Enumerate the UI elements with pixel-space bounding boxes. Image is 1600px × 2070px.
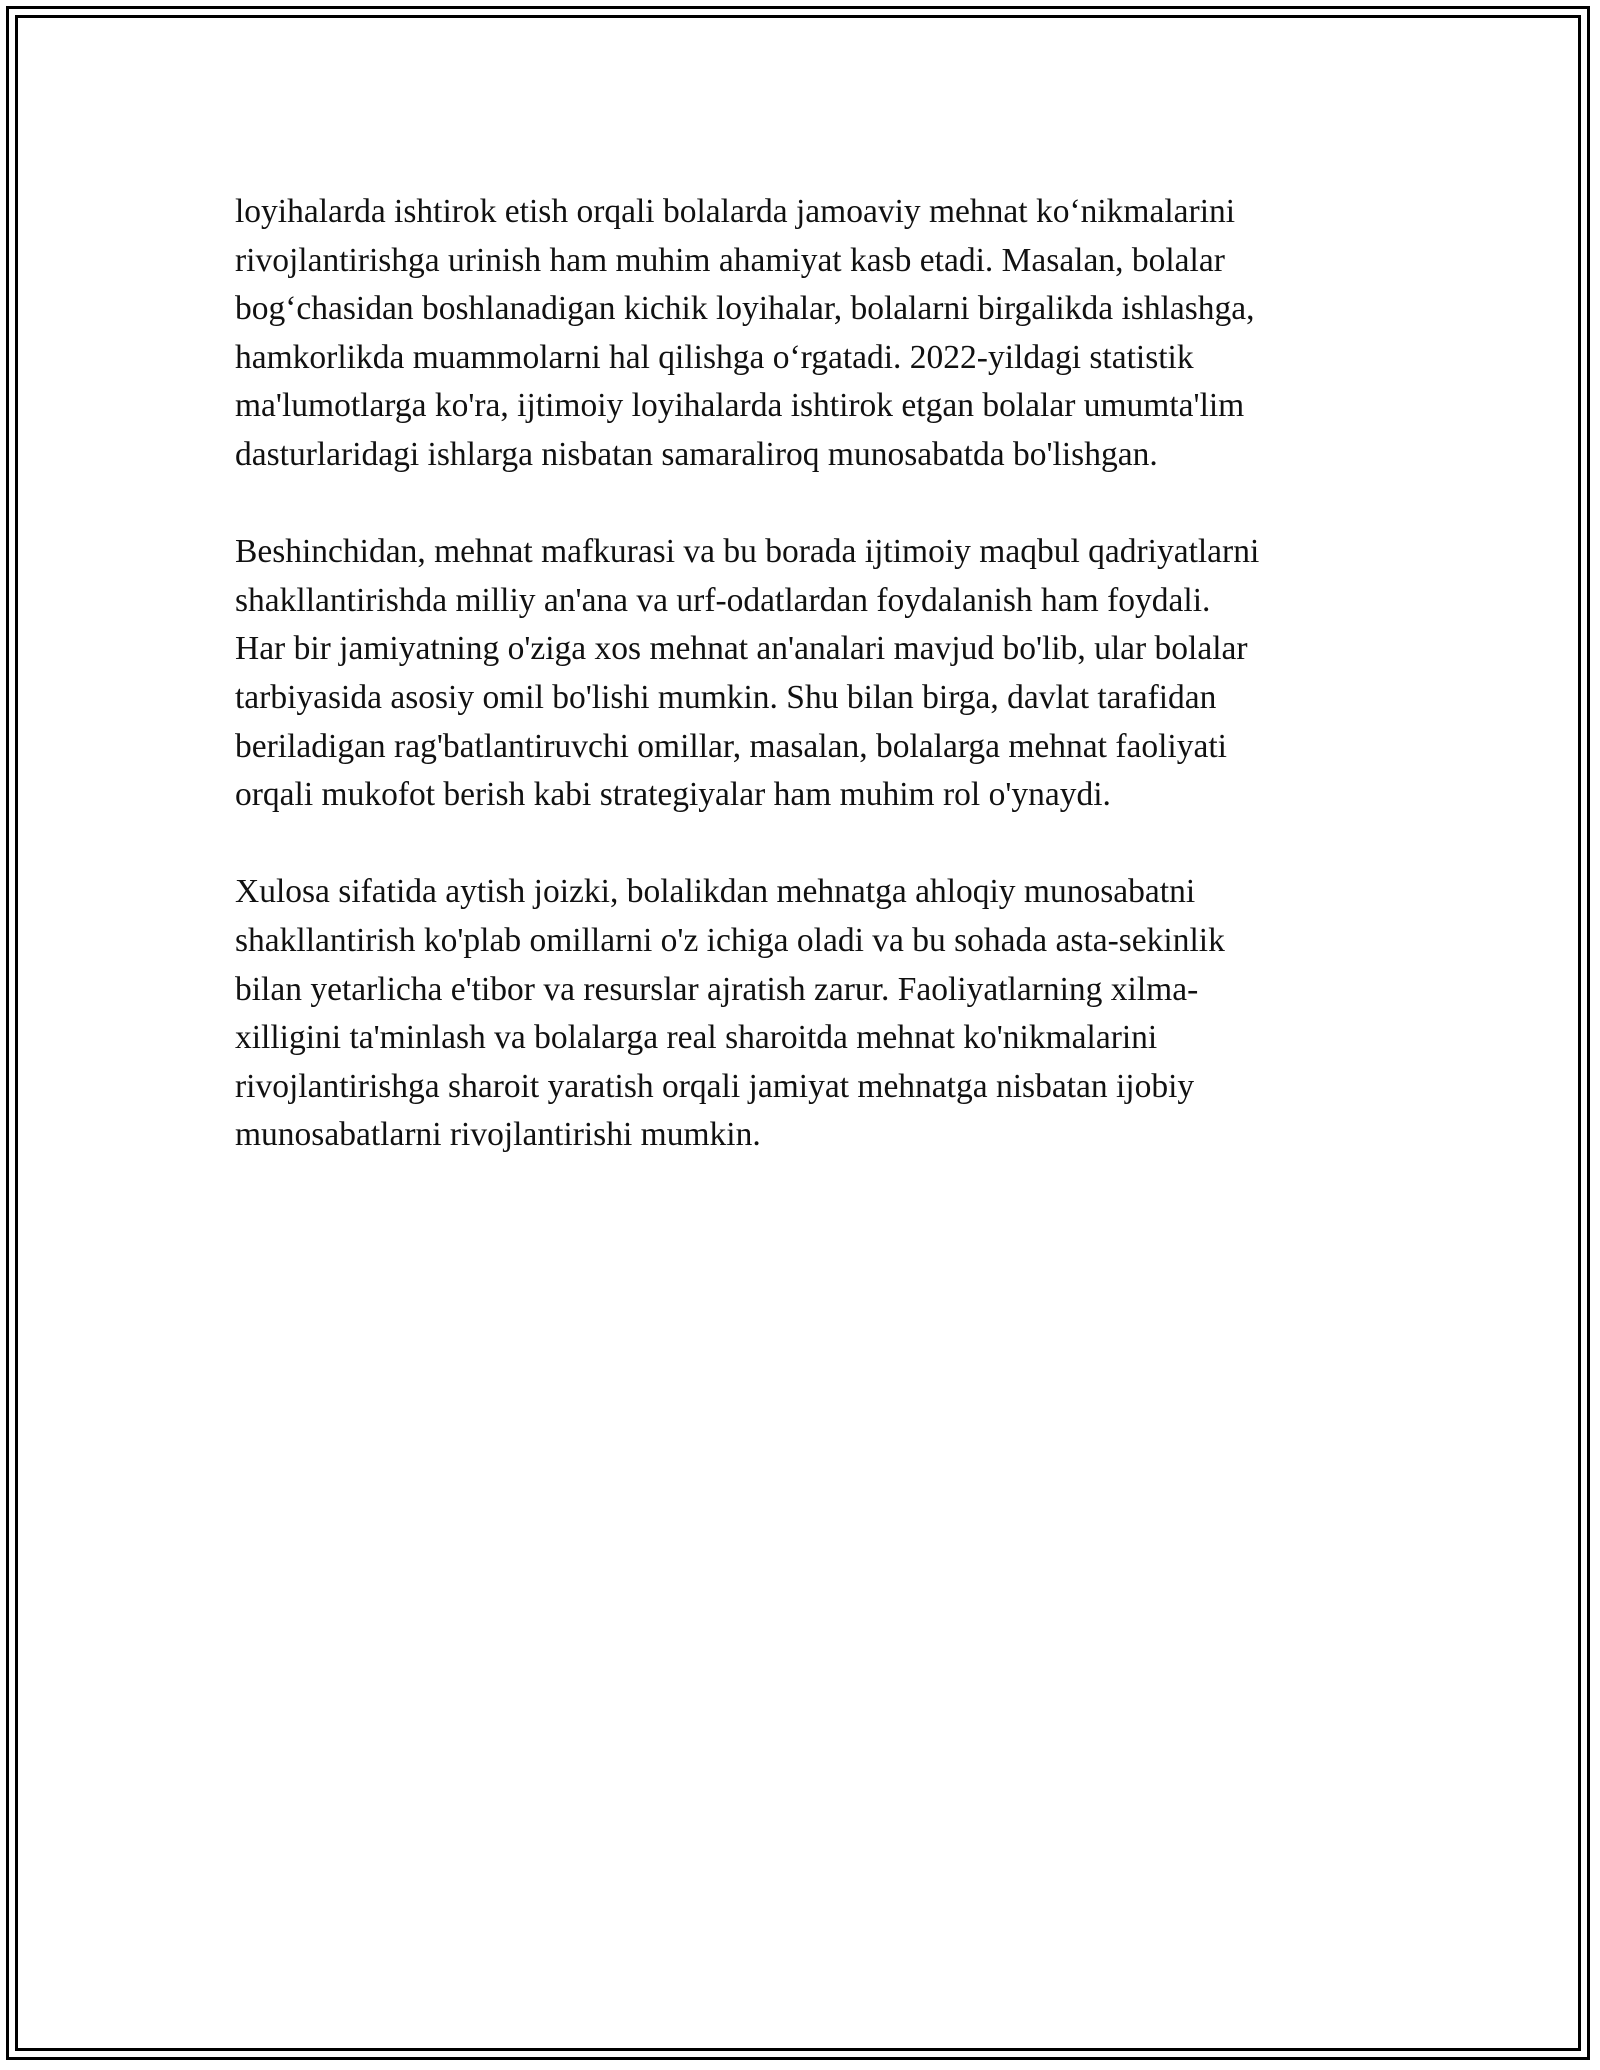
document-body [235, 188, 1375, 1208]
paragraph-1: loyihalarda ishtirok etish orqali bolalarda jamoaviy mehnat ko‘nikmalarini rivojlantirishga urinish ham muhim ahamiyat kasb etadi. Masalan, bolalar bog‘chasidan boshlanadigan kichik loyihalar, bolalarni birgalikda ishlashga, hamkorlikda muammolarni hal qilishga o‘rgatadi. 2022-yildagi statistik ma'lumotlarga ko'ra, ijtimoiy loyihalarda ishtirok etgan bolalar umumta'lim dasturlaridagi ishlarga nisbatan samaraliroq munosabatda bo'lishgan. [235, 193, 1255, 473]
paragraph-3: Xulosa sifatida aytish joizki, bolalikdan mehnatga ahloqiy munosabatni shakllantirish ko'plab omillarni o'z ichiga oladi va bu sohada asta-sekinlik bilan yetarlicha e'tibor va resurslar ajratish zarur. Faoliyatlarning xilma- xilligini ta'minlash va bolalarga real sharoitda mehnat ko'nikmalarini rivojlantirishga sharoit yaratish orqali jamiyat mehnatga nisbatan ijobiy munosabatlarni rivojlantirishi mumkin. [235, 873, 1225, 1154]
paragraph-2: Beshinchidan, mehnat mafkurasi va bu borada ijtimoiy maqbul qadriyatlarni shakllantirishda milliy an'ana va urf-odatlardan foydalanish ham foydali. Har bir jamiyatning o'ziga xos mehnat an'analari mavjud bo'lib, ular bolalar tarbiyasida asosiy omil bo'lishi mumkin. Shu bilan birga, davlat tarafidan beriladigan rag'batlantiruvchi omillar, masalan, bolalarga mehnat faoliyati orqali mukofot berish kabi strategiyalar ham muhim rol o'ynaydi. [235, 533, 1260, 814]
